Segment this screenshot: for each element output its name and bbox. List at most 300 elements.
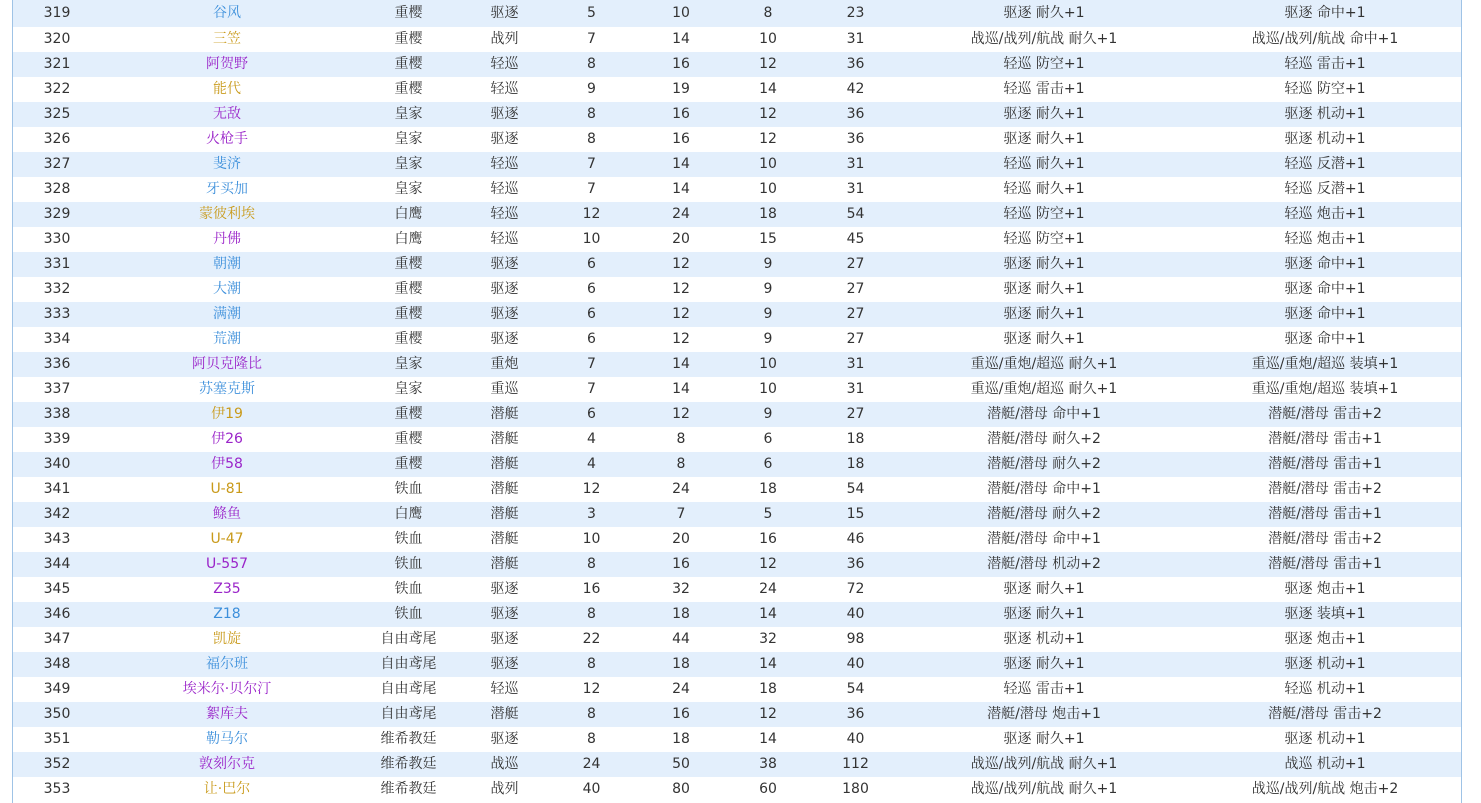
value-cell-3: 10 (724, 352, 812, 377)
ship-type-cell: 轻巡 (464, 177, 545, 202)
ship-type-cell: 驱逐 (464, 0, 545, 27)
value-cell-3: 9 (724, 277, 812, 302)
bonus-level-cell: 驱逐 命中+1 (1189, 277, 1461, 302)
bonus-acquire-cell: 轻巡 防空+1 (899, 52, 1189, 77)
value-cell-4: 18 (812, 452, 899, 477)
value-cell-4: 31 (812, 177, 899, 202)
ship-id-cell: 330 (13, 227, 101, 252)
value-cell-4: 27 (812, 327, 899, 352)
ship-id-cell: 353 (13, 777, 101, 802)
bonus-acquire-cell: 轻巡 雷击+1 (899, 677, 1189, 702)
value-cell-1: 6 (545, 402, 638, 427)
bonus-acquire-cell: 潜艇/潜母 命中+1 (899, 527, 1189, 552)
value-cell-2: 10 (638, 0, 724, 27)
value-cell-4: 27 (812, 252, 899, 277)
ship-type-cell: 轻巡 (464, 152, 545, 177)
value-cell-4: 36 (812, 102, 899, 127)
value-cell-4: 40 (812, 652, 899, 677)
value-cell-1: 4 (545, 427, 638, 452)
ship-name-cell[interactable]: 絮库夫 (101, 702, 353, 727)
value-cell-1: 16 (545, 577, 638, 602)
value-cell-2: 12 (638, 402, 724, 427)
value-cell-2: 14 (638, 377, 724, 402)
ship-name-cell[interactable]: 荒潮 (101, 327, 353, 352)
bonus-acquire-cell: 驱逐 耐久+1 (899, 727, 1189, 752)
ship-id-cell: 339 (13, 427, 101, 452)
value-cell-1: 40 (545, 777, 638, 802)
faction-cell: 白鹰 (353, 227, 464, 252)
ship-stats-table (13, 0, 1461, 802)
ship-name-cell[interactable]: 朝潮 (101, 252, 353, 277)
bonus-level-cell: 战巡 机动+1 (1189, 752, 1461, 777)
ship-type-cell: 驱逐 (464, 302, 545, 327)
ship-type-cell: 驱逐 (464, 727, 545, 752)
ship-id-cell: 341 (13, 477, 101, 502)
ship-name-cell[interactable]: Z35 (101, 577, 353, 602)
faction-cell: 皇家 (353, 177, 464, 202)
value-cell-4: 54 (812, 477, 899, 502)
value-cell-2: 16 (638, 127, 724, 152)
table-row (13, 402, 1461, 427)
ship-id-cell: 350 (13, 702, 101, 727)
ship-id-cell: 326 (13, 127, 101, 152)
value-cell-4: 46 (812, 527, 899, 552)
ship-id-cell: 320 (13, 27, 101, 52)
faction-cell: 皇家 (353, 352, 464, 377)
value-cell-1: 8 (545, 52, 638, 77)
value-cell-3: 14 (724, 77, 812, 102)
bonus-level-cell: 重巡/重炮/超巡 装填+1 (1189, 352, 1461, 377)
bonus-level-cell: 轻巡 炮击+1 (1189, 227, 1461, 252)
value-cell-2: 24 (638, 677, 724, 702)
ship-id-cell: 325 (13, 102, 101, 127)
ship-name-cell[interactable]: 勒马尔 (101, 727, 353, 752)
value-cell-1: 8 (545, 652, 638, 677)
bonus-acquire-cell: 战巡/战列/航战 耐久+1 (899, 777, 1189, 802)
ship-name-cell[interactable]: 满潮 (101, 302, 353, 327)
ship-type-cell: 轻巡 (464, 52, 545, 77)
value-cell-4: 31 (812, 152, 899, 177)
ship-id-cell: 321 (13, 52, 101, 77)
value-cell-4: 40 (812, 727, 899, 752)
table-row (13, 0, 1461, 27)
faction-cell: 自由鸢尾 (353, 677, 464, 702)
ship-type-cell: 驱逐 (464, 652, 545, 677)
faction-cell: 重樱 (353, 252, 464, 277)
bonus-level-cell: 潜艇/潜母 雷击+1 (1189, 427, 1461, 452)
table-row (13, 327, 1461, 352)
bonus-level-cell: 战巡/战列/航战 炮击+2 (1189, 777, 1461, 802)
value-cell-4: 36 (812, 127, 899, 152)
ship-type-cell: 潜艇 (464, 552, 545, 577)
value-cell-2: 12 (638, 277, 724, 302)
value-cell-4: 27 (812, 302, 899, 327)
value-cell-3: 15 (724, 227, 812, 252)
ship-type-cell: 轻巡 (464, 202, 545, 227)
value-cell-3: 12 (724, 52, 812, 77)
bonus-level-cell: 潜艇/潜母 雷击+2 (1189, 702, 1461, 727)
bonus-acquire-cell: 轻巡 雷击+1 (899, 77, 1189, 102)
ship-id-cell: 342 (13, 502, 101, 527)
bonus-acquire-cell: 轻巡 防空+1 (899, 202, 1189, 227)
table-row (13, 102, 1461, 127)
bonus-acquire-cell: 驱逐 耐久+1 (899, 302, 1189, 327)
value-cell-2: 18 (638, 602, 724, 627)
value-cell-1: 7 (545, 177, 638, 202)
ship-name-cell[interactable]: 斐济 (101, 152, 353, 177)
ship-id-cell: 345 (13, 577, 101, 602)
value-cell-2: 20 (638, 527, 724, 552)
ship-name-cell[interactable]: 蒙彼利埃 (101, 202, 353, 227)
table-row (13, 577, 1461, 602)
table-row (13, 177, 1461, 202)
faction-cell: 重樱 (353, 452, 464, 477)
faction-cell: 铁血 (353, 552, 464, 577)
value-cell-2: 16 (638, 52, 724, 77)
ship-name-cell[interactable]: 大潮 (101, 277, 353, 302)
value-cell-4: 40 (812, 602, 899, 627)
bonus-acquire-cell: 驱逐 耐久+1 (899, 277, 1189, 302)
ship-name-cell[interactable]: 能代 (101, 77, 353, 102)
value-cell-3: 38 (724, 752, 812, 777)
bonus-acquire-cell: 驱逐 耐久+1 (899, 252, 1189, 277)
bonus-level-cell: 战巡/战列/航战 命中+1 (1189, 27, 1461, 52)
ship-type-cell: 潜艇 (464, 452, 545, 477)
value-cell-2: 18 (638, 652, 724, 677)
ship-type-cell: 驱逐 (464, 102, 545, 127)
faction-cell: 皇家 (353, 127, 464, 152)
ship-type-cell: 重炮 (464, 352, 545, 377)
bonus-acquire-cell: 驱逐 耐久+1 (899, 0, 1189, 27)
value-cell-3: 16 (724, 527, 812, 552)
table-row (13, 52, 1461, 77)
table-row (13, 127, 1461, 152)
faction-cell: 铁血 (353, 477, 464, 502)
table-container (12, 0, 1462, 803)
value-cell-4: 112 (812, 752, 899, 777)
faction-cell: 重樱 (353, 77, 464, 102)
value-cell-1: 10 (545, 527, 638, 552)
value-cell-1: 9 (545, 77, 638, 102)
bonus-level-cell: 潜艇/潜母 雷击+1 (1189, 502, 1461, 527)
value-cell-4: 27 (812, 277, 899, 302)
value-cell-1: 10 (545, 227, 638, 252)
bonus-acquire-cell: 驱逐 耐久+1 (899, 127, 1189, 152)
bonus-acquire-cell: 潜艇/潜母 机动+2 (899, 552, 1189, 577)
ship-type-cell: 驱逐 (464, 602, 545, 627)
bonus-acquire-cell: 重巡/重炮/超巡 耐久+1 (899, 352, 1189, 377)
bonus-level-cell: 驱逐 机动+1 (1189, 727, 1461, 752)
ship-name-cell[interactable]: 无敌 (101, 102, 353, 127)
faction-cell: 白鹰 (353, 202, 464, 227)
value-cell-1: 8 (545, 102, 638, 127)
value-cell-1: 8 (545, 552, 638, 577)
ship-type-cell: 驱逐 (464, 327, 545, 352)
ship-id-cell: 337 (13, 377, 101, 402)
value-cell-4: 72 (812, 577, 899, 602)
bonus-level-cell: 驱逐 命中+1 (1189, 327, 1461, 352)
table-row (13, 602, 1461, 627)
bonus-level-cell: 驱逐 命中+1 (1189, 252, 1461, 277)
bonus-acquire-cell: 潜艇/潜母 命中+1 (899, 402, 1189, 427)
value-cell-3: 60 (724, 777, 812, 802)
value-cell-1: 8 (545, 727, 638, 752)
bonus-level-cell: 驱逐 机动+1 (1189, 127, 1461, 152)
value-cell-3: 6 (724, 452, 812, 477)
value-cell-4: 98 (812, 627, 899, 652)
value-cell-2: 16 (638, 552, 724, 577)
value-cell-1: 22 (545, 627, 638, 652)
ship-type-cell: 战列 (464, 27, 545, 52)
ship-name-cell[interactable]: 谷风 (101, 0, 353, 27)
value-cell-1: 7 (545, 27, 638, 52)
value-cell-2: 8 (638, 427, 724, 452)
faction-cell: 自由鸢尾 (353, 627, 464, 652)
ship-name-cell[interactable]: 伊26 (101, 427, 353, 452)
ship-id-cell: 343 (13, 527, 101, 552)
value-cell-3: 12 (724, 102, 812, 127)
table-row (13, 427, 1461, 452)
value-cell-4: 23 (812, 0, 899, 27)
value-cell-4: 18 (812, 427, 899, 452)
value-cell-4: 31 (812, 27, 899, 52)
ship-id-cell: 349 (13, 677, 101, 702)
value-cell-3: 9 (724, 402, 812, 427)
value-cell-1: 12 (545, 202, 638, 227)
value-cell-1: 6 (545, 327, 638, 352)
table-row (13, 527, 1461, 552)
table-body (13, 0, 1461, 802)
table-row (13, 77, 1461, 102)
ship-id-cell: 332 (13, 277, 101, 302)
ship-name-cell[interactable]: 凯旋 (101, 627, 353, 652)
table-row (13, 727, 1461, 752)
ship-name-cell[interactable]: 三笠 (101, 27, 353, 52)
ship-name-cell[interactable]: 福尔班 (101, 652, 353, 677)
ship-name-cell[interactable]: U-81 (101, 477, 353, 502)
ship-name-cell[interactable]: 苏塞克斯 (101, 377, 353, 402)
faction-cell: 重樱 (353, 52, 464, 77)
ship-id-cell: 347 (13, 627, 101, 652)
ship-name-cell[interactable]: 伊58 (101, 452, 353, 477)
bonus-level-cell: 驱逐 机动+1 (1189, 652, 1461, 677)
value-cell-3: 24 (724, 577, 812, 602)
ship-id-cell: 346 (13, 602, 101, 627)
ship-type-cell: 潜艇 (464, 702, 545, 727)
table-row (13, 652, 1461, 677)
ship-type-cell: 轻巡 (464, 677, 545, 702)
value-cell-2: 14 (638, 152, 724, 177)
value-cell-3: 32 (724, 627, 812, 652)
value-cell-2: 12 (638, 252, 724, 277)
ship-name-cell[interactable]: 阿贺野 (101, 52, 353, 77)
value-cell-3: 14 (724, 727, 812, 752)
ship-name-cell[interactable]: 牙买加 (101, 177, 353, 202)
ship-name-cell[interactable]: U-557 (101, 552, 353, 577)
bonus-level-cell: 驱逐 机动+1 (1189, 102, 1461, 127)
value-cell-1: 6 (545, 277, 638, 302)
bonus-acquire-cell: 驱逐 耐久+1 (899, 102, 1189, 127)
value-cell-2: 14 (638, 27, 724, 52)
ship-type-cell: 驱逐 (464, 277, 545, 302)
table-row (13, 677, 1461, 702)
table-row (13, 27, 1461, 52)
ship-name-cell[interactable]: 火枪手 (101, 127, 353, 152)
value-cell-2: 19 (638, 77, 724, 102)
table-row (13, 752, 1461, 777)
ship-type-cell: 驱逐 (464, 127, 545, 152)
bonus-acquire-cell: 潜艇/潜母 耐久+2 (899, 502, 1189, 527)
table-row (13, 627, 1461, 652)
bonus-level-cell: 轻巡 防空+1 (1189, 77, 1461, 102)
bonus-acquire-cell: 驱逐 耐久+1 (899, 327, 1189, 352)
faction-cell: 铁血 (353, 602, 464, 627)
bonus-level-cell: 驱逐 炮击+1 (1189, 577, 1461, 602)
ship-id-cell: 329 (13, 202, 101, 227)
value-cell-3: 12 (724, 552, 812, 577)
value-cell-2: 14 (638, 352, 724, 377)
ship-name-cell[interactable]: 让·巴尔 (101, 777, 353, 802)
ship-name-cell[interactable]: Z18 (101, 602, 353, 627)
value-cell-3: 5 (724, 502, 812, 527)
value-cell-4: 54 (812, 202, 899, 227)
value-cell-3: 18 (724, 677, 812, 702)
bonus-level-cell: 潜艇/潜母 雷击+2 (1189, 527, 1461, 552)
ship-id-cell: 338 (13, 402, 101, 427)
bonus-acquire-cell: 驱逐 耐久+1 (899, 652, 1189, 677)
ship-name-cell[interactable]: 丹佛 (101, 227, 353, 252)
ship-type-cell: 轻巡 (464, 77, 545, 102)
value-cell-2: 14 (638, 177, 724, 202)
value-cell-3: 9 (724, 327, 812, 352)
value-cell-4: 180 (812, 777, 899, 802)
bonus-level-cell: 潜艇/潜母 雷击+1 (1189, 552, 1461, 577)
value-cell-2: 8 (638, 452, 724, 477)
value-cell-3: 8 (724, 0, 812, 27)
ship-type-cell: 轻巡 (464, 227, 545, 252)
value-cell-4: 15 (812, 502, 899, 527)
faction-cell: 重樱 (353, 277, 464, 302)
ship-id-cell: 331 (13, 252, 101, 277)
bonus-level-cell: 潜艇/潜母 雷击+2 (1189, 402, 1461, 427)
value-cell-1: 12 (545, 677, 638, 702)
value-cell-1: 6 (545, 252, 638, 277)
value-cell-4: 36 (812, 702, 899, 727)
value-cell-1: 3 (545, 502, 638, 527)
value-cell-3: 14 (724, 652, 812, 677)
value-cell-1: 7 (545, 152, 638, 177)
value-cell-3: 10 (724, 377, 812, 402)
ship-name-cell[interactable]: 敦刻尔克 (101, 752, 353, 777)
value-cell-4: 42 (812, 77, 899, 102)
ship-id-cell: 348 (13, 652, 101, 677)
value-cell-1: 6 (545, 302, 638, 327)
table-row (13, 202, 1461, 227)
value-cell-3: 9 (724, 302, 812, 327)
table-row (13, 702, 1461, 727)
bonus-acquire-cell: 重巡/重炮/超巡 耐久+1 (899, 377, 1189, 402)
value-cell-1: 4 (545, 452, 638, 477)
ship-name-cell[interactable]: 鲦鱼 (101, 502, 353, 527)
ship-id-cell: 328 (13, 177, 101, 202)
ship-name-cell[interactable]: 阿贝克隆比 (101, 352, 353, 377)
ship-type-cell: 潜艇 (464, 477, 545, 502)
value-cell-4: 31 (812, 377, 899, 402)
value-cell-2: 7 (638, 502, 724, 527)
value-cell-1: 24 (545, 752, 638, 777)
value-cell-2: 18 (638, 727, 724, 752)
bonus-level-cell: 轻巡 炮击+1 (1189, 202, 1461, 227)
faction-cell: 重樱 (353, 27, 464, 52)
faction-cell: 皇家 (353, 102, 464, 127)
bonus-level-cell: 驱逐 装填+1 (1189, 602, 1461, 627)
value-cell-1: 8 (545, 702, 638, 727)
faction-cell: 维希教廷 (353, 777, 464, 802)
ship-type-cell: 潜艇 (464, 402, 545, 427)
ship-id-cell: 352 (13, 752, 101, 777)
ship-type-cell: 潜艇 (464, 427, 545, 452)
ship-id-cell: 319 (13, 0, 101, 27)
value-cell-3: 10 (724, 27, 812, 52)
ship-type-cell: 驱逐 (464, 252, 545, 277)
value-cell-3: 6 (724, 427, 812, 452)
faction-cell: 重樱 (353, 0, 464, 27)
value-cell-2: 24 (638, 477, 724, 502)
table-row (13, 277, 1461, 302)
table-row (13, 552, 1461, 577)
bonus-acquire-cell: 轻巡 防空+1 (899, 227, 1189, 252)
table-row (13, 152, 1461, 177)
ship-id-cell: 322 (13, 77, 101, 102)
ship-id-cell: 340 (13, 452, 101, 477)
ship-id-cell: 344 (13, 552, 101, 577)
bonus-acquire-cell: 驱逐 耐久+1 (899, 577, 1189, 602)
ship-type-cell: 战列 (464, 777, 545, 802)
bonus-level-cell: 潜艇/潜母 雷击+1 (1189, 452, 1461, 477)
value-cell-1: 8 (545, 602, 638, 627)
value-cell-2: 20 (638, 227, 724, 252)
faction-cell: 维希教廷 (353, 752, 464, 777)
table-row (13, 452, 1461, 477)
value-cell-3: 9 (724, 252, 812, 277)
faction-cell: 维希教廷 (353, 727, 464, 752)
ship-name-cell[interactable]: U-47 (101, 527, 353, 552)
value-cell-2: 24 (638, 202, 724, 227)
bonus-level-cell: 轻巡 机动+1 (1189, 677, 1461, 702)
bonus-level-cell: 轻巡 雷击+1 (1189, 52, 1461, 77)
value-cell-1: 5 (545, 0, 638, 27)
value-cell-3: 10 (724, 177, 812, 202)
value-cell-3: 12 (724, 127, 812, 152)
ship-type-cell: 潜艇 (464, 502, 545, 527)
faction-cell: 铁血 (353, 577, 464, 602)
faction-cell: 自由鸢尾 (353, 652, 464, 677)
value-cell-1: 12 (545, 477, 638, 502)
ship-id-cell: 334 (13, 327, 101, 352)
faction-cell: 重樱 (353, 327, 464, 352)
ship-id-cell: 336 (13, 352, 101, 377)
ship-name-cell[interactable]: 伊19 (101, 402, 353, 427)
bonus-level-cell: 重巡/重炮/超巡 装填+1 (1189, 377, 1461, 402)
bonus-acquire-cell: 驱逐 耐久+1 (899, 602, 1189, 627)
value-cell-3: 12 (724, 702, 812, 727)
value-cell-3: 10 (724, 152, 812, 177)
value-cell-1: 7 (545, 352, 638, 377)
value-cell-2: 44 (638, 627, 724, 652)
value-cell-1: 7 (545, 377, 638, 402)
ship-id-cell: 327 (13, 152, 101, 177)
ship-name-cell[interactable]: 埃米尔·贝尔汀 (101, 677, 353, 702)
